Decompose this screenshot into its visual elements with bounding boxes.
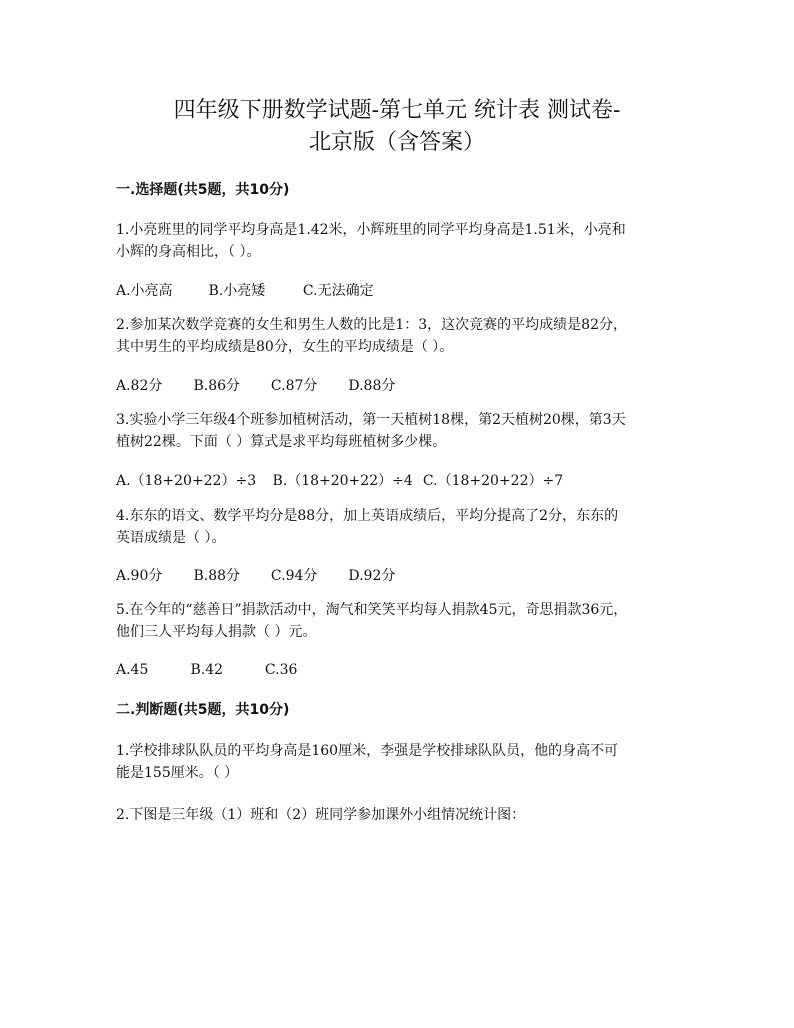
option-c: C.无法确定 — [302, 283, 374, 299]
option-c: C.（18+20+22）÷7 — [422, 473, 564, 489]
option-b: B.88分 — [193, 568, 241, 584]
choice-question-5 — [116, 599, 676, 643]
option-b: B.小亮矮 — [208, 283, 266, 299]
question-text-line: 其中男生的平均成绩是80分，女生的平均成绩是（ ）。 — [116, 339, 454, 355]
choice-options-2 — [116, 376, 395, 396]
choice-options-5 — [116, 660, 297, 680]
question-text-line: 1.学校排球队队员的平均身高是160厘米，李强是学校排球队队员，他的身高不可 — [116, 743, 619, 759]
choice-options-3 — [116, 471, 563, 491]
question-text-line: 2.参加某次数学竞赛的女生和男生人数的比是1：3，这次竞赛的平均成绩是82分， — [116, 317, 627, 333]
option-c: C.36 — [264, 662, 298, 678]
choice-question-3 — [116, 409, 676, 453]
judge-question-1 — [116, 740, 676, 784]
section-heading-judge: 二.判断题(共5题，共10分) — [116, 702, 290, 718]
question-text-line: 5.在今年的“慈善日”捐款活动中，淘气和笑笑平均每人捐款45元，奇思捐款36元， — [116, 602, 628, 618]
option-a: A.90分 — [116, 568, 163, 584]
option-d: D.88分 — [348, 378, 396, 394]
question-text-line: 4.东东的语文、数学平均分是88分，加上英语成绩后，平均分提高了2分，东东的 — [116, 508, 619, 524]
question-text-line: 小辉的身高相比，（ ）。 — [116, 244, 261, 260]
option-c: C.87分 — [270, 378, 318, 394]
question-text-line: 1.小亮班里的同学平均身高是1.42米，小辉班里的同学平均身高是1.51米，小亮和 — [116, 222, 626, 238]
page-title-line2: 北京版（含答案） — [308, 130, 485, 155]
section-heading-choice: 一.选择题(共5题，共10分) — [116, 182, 290, 198]
question-text-line: 2.下图是三年级（1）班和（2）班同学参加课外小组情况统计图： — [116, 807, 526, 823]
choice-question-4 — [116, 505, 676, 549]
page-title-line1: 四年级下册数学试题-第七单元 统计表 测试卷- — [173, 98, 621, 123]
option-a: A.45 — [116, 662, 149, 678]
option-b: B.42 — [190, 662, 224, 678]
question-text-line: 植树22棵。下面（ ）算式是求平均每班植树多少棵。 — [116, 434, 447, 450]
option-a: A.小亮高 — [116, 283, 173, 299]
option-c: C.94分 — [270, 568, 318, 584]
option-a: A.82分 — [116, 378, 163, 394]
judge-question-2 — [116, 804, 676, 826]
question-text-line: 3.实验小学三年级4个班参加植树活动，第一天植树18棵，第2天植树20棵，第3天 — [116, 412, 626, 428]
choice-options-1 — [116, 281, 374, 301]
option-b: B.86分 — [193, 378, 241, 394]
choice-options-4 — [116, 566, 395, 586]
option-a: A.（18+20+22）÷3 — [116, 473, 257, 489]
option-d: D.92分 — [348, 568, 396, 584]
choice-question-1 — [116, 219, 676, 263]
question-text-line: 他们三人平均每人捐款（ ）元。 — [116, 624, 317, 640]
option-b: B.（18+20+22）÷4 — [272, 473, 413, 489]
question-text-line: 能是155厘米。（ ） — [116, 765, 239, 781]
question-text-line: 英语成绩是（ ）。 — [116, 530, 226, 546]
choice-question-2 — [116, 314, 676, 358]
